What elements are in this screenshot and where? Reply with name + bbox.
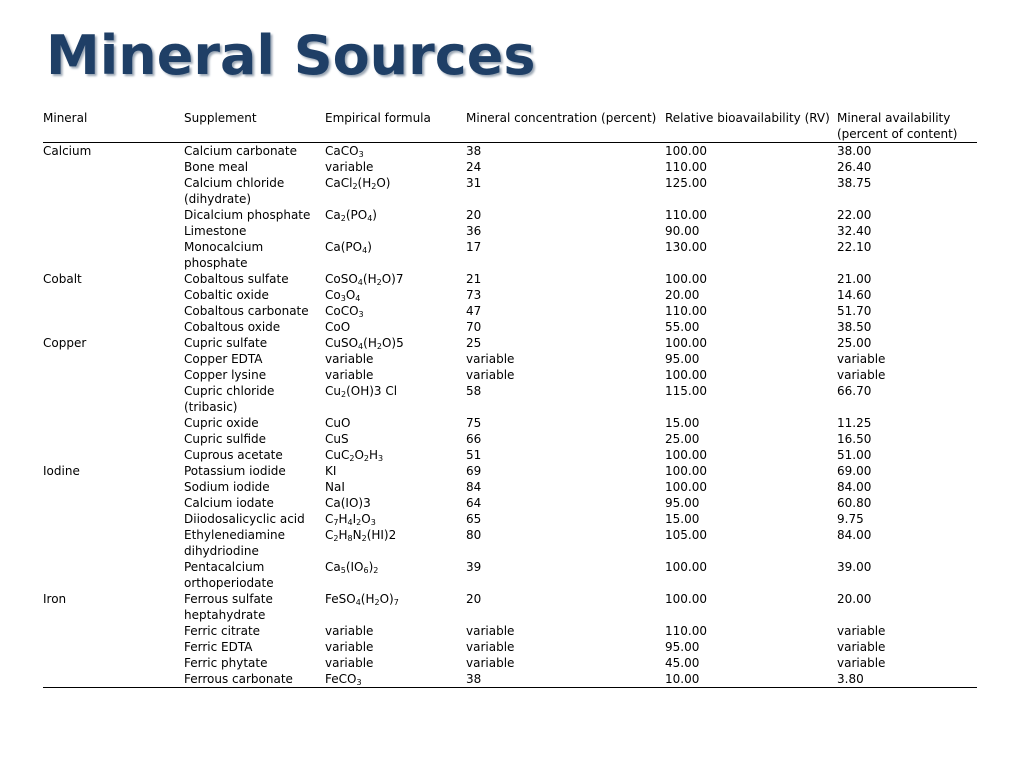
cell-mineral [43, 479, 184, 495]
cell-mineral-concentration: variable [466, 656, 515, 670]
cell-empirical-formula: $CaCl_2(H_2O)$ [325, 176, 391, 191]
cell-supplement: Cupric sulfate [184, 336, 268, 350]
cell-mineral [43, 207, 184, 223]
table-row [43, 671, 977, 688]
cell-mineral-availability: variable [837, 656, 886, 670]
mineral-sources-table-container [43, 110, 977, 688]
cell-empirical-formula: CuO [325, 416, 351, 430]
table-row [43, 271, 977, 287]
table-row [43, 447, 977, 463]
table-row [43, 239, 977, 271]
cell-empirical-formula: $CoSO_4(H_2O)7$ [325, 272, 404, 287]
cell-relative-bioavailability: 95.00 [665, 352, 700, 366]
cell-mineral-concentration: variable [466, 368, 515, 382]
cell-mineral: Iodine [43, 464, 80, 478]
cell-empirical-formula: $Ca_2(PO_4)$ [325, 208, 377, 223]
cell-mineral-availability: 22.10 [837, 240, 872, 254]
cell-mineral-concentration: 73 [466, 288, 482, 302]
cell-empirical-formula: $Ca(PO_4)$ [325, 240, 372, 255]
cell-supplement: Cuprous acetate [184, 448, 283, 462]
cell-supplement: Monocalcium phosphate [184, 240, 264, 270]
cell-mineral-availability: 38.75 [837, 176, 872, 190]
cell-mineral-concentration: 17 [466, 240, 482, 254]
cell-mineral [43, 175, 184, 207]
cell-relative-bioavailability: 10.00 [665, 672, 700, 686]
table-row [43, 495, 977, 511]
cell-mineral-availability: 20.00 [837, 592, 872, 606]
cell-mineral [43, 623, 184, 639]
cell-mineral-availability: 84.00 [837, 528, 872, 542]
cell-mineral [43, 319, 184, 335]
cell-empirical-formula: $Ca_5(IO_6)_2$ [325, 560, 379, 575]
cell-relative-bioavailability: 110.00 [665, 304, 707, 318]
cell-mineral [43, 367, 184, 383]
cell-relative-bioavailability: 100.00 [665, 592, 707, 606]
cell-empirical-formula: KI [325, 464, 337, 478]
cell-mineral [43, 431, 184, 447]
cell-relative-bioavailability: 100.00 [665, 480, 707, 494]
cell-empirical-formula: variable [325, 368, 374, 382]
cell-mineral [43, 351, 184, 367]
cell-empirical-formula: CuS [325, 432, 349, 446]
cell-mineral-concentration: 66 [466, 432, 482, 446]
cell-mineral-availability: 26.40 [837, 160, 872, 174]
cell-mineral-concentration: 47 [466, 304, 482, 318]
cell-mineral-concentration: 69 [466, 464, 482, 478]
cell-supplement: Calcium carbonate [184, 144, 297, 158]
cell-mineral-concentration: 36 [466, 224, 482, 238]
cell-relative-bioavailability: 130.00 [665, 240, 707, 254]
cell-empirical-formula: FeCO$_3$ [325, 672, 362, 687]
cell-mineral-availability: 69.00 [837, 464, 872, 478]
table-row [43, 287, 977, 303]
cell-mineral [43, 239, 184, 271]
cell-supplement: Copper lysine [184, 368, 267, 382]
cell-empirical-formula: $C_7H_4I_2O_3$ [325, 512, 376, 527]
cell-mineral-concentration: 31 [466, 176, 482, 190]
cell-mineral [43, 511, 184, 527]
cell-relative-bioavailability: 100.00 [665, 272, 707, 286]
table-body [43, 143, 977, 688]
table-row [43, 207, 977, 223]
cell-supplement: Cupric chloride (tribasic) [184, 384, 275, 414]
cell-mineral-concentration: 64 [466, 496, 482, 510]
cell-mineral-availability: 84.00 [837, 480, 872, 494]
cell-mineral-availability: 38.00 [837, 144, 872, 158]
cell-relative-bioavailability: 55.00 [665, 320, 700, 334]
cell-relative-bioavailability: 90.00 [665, 224, 700, 238]
table-header-row [43, 110, 977, 143]
cell-empirical-formula: $C_2H_8N_2(HI)2$ [325, 528, 397, 543]
cell-supplement: Calcium iodate [184, 496, 274, 510]
cell-mineral-availability: variable [837, 640, 886, 654]
cell-supplement: Ferric EDTA [184, 640, 253, 654]
cell-relative-bioavailability: 100.00 [665, 560, 707, 574]
cell-relative-bioavailability: 105.00 [665, 528, 707, 542]
cell-mineral-concentration: 70 [466, 320, 482, 334]
cell-empirical-formula: $Co_3O_4$ [325, 288, 361, 303]
cell-supplement: Calcium chloride (dihydrate) [184, 176, 285, 206]
cell-supplement: Pentacalcium orthoperiodate [184, 560, 274, 590]
cell-mineral-concentration: 84 [466, 480, 482, 494]
cell-supplement: Potassium iodide [184, 464, 286, 478]
cell-mineral-availability: 32.40 [837, 224, 872, 238]
cell-supplement: Cupric sulfide [184, 432, 267, 446]
cell-mineral-concentration: 21 [466, 272, 482, 286]
cell-relative-bioavailability: 100.00 [665, 368, 707, 382]
cell-relative-bioavailability: 95.00 [665, 496, 700, 510]
cell-relative-bioavailability: 125.00 [665, 176, 707, 190]
cell-supplement: Cobaltous sulfate [184, 272, 289, 286]
cell-empirical-formula: $Cu_2(OH)3$ Cl [325, 384, 398, 399]
cell-mineral [43, 639, 184, 655]
cell-mineral: Copper [43, 336, 87, 350]
cell-empirical-formula [325, 223, 466, 239]
cell-empirical-formula: variable [325, 624, 374, 638]
header-mineral-concentration: Mineral concentration (percent) [466, 111, 657, 125]
cell-mineral-concentration: variable [466, 640, 515, 654]
cell-empirical-formula: variable [325, 640, 374, 654]
cell-supplement: Bone meal [184, 160, 249, 174]
cell-relative-bioavailability: 20.00 [665, 288, 700, 302]
table-row [43, 511, 977, 527]
cell-empirical-formula: CoCO$_3$ [325, 304, 364, 319]
cell-mineral-availability: 39.00 [837, 560, 872, 574]
cell-relative-bioavailability: 100.00 [665, 336, 707, 350]
cell-empirical-formula: variable [325, 352, 374, 366]
cell-mineral [43, 671, 184, 688]
cell-relative-bioavailability: 45.00 [665, 656, 700, 670]
cell-mineral-concentration: variable [466, 624, 515, 638]
cell-relative-bioavailability: 100.00 [665, 464, 707, 478]
cell-mineral-availability: 66.70 [837, 384, 872, 398]
cell-relative-bioavailability: 100.00 [665, 448, 707, 462]
table-row [43, 415, 977, 431]
cell-supplement: Cobaltic oxide [184, 288, 269, 302]
cell-mineral [43, 655, 184, 671]
cell-mineral-availability: 51.70 [837, 304, 872, 318]
cell-relative-bioavailability: 110.00 [665, 624, 707, 638]
cell-mineral [43, 383, 184, 415]
cell-mineral [43, 527, 184, 559]
cell-supplement: Copper EDTA [184, 352, 263, 366]
cell-mineral-availability: 21.00 [837, 272, 872, 286]
cell-supplement: Ferric citrate [184, 624, 261, 638]
cell-mineral-availability: variable [837, 352, 886, 366]
cell-relative-bioavailability: 95.00 [665, 640, 700, 654]
cell-mineral-concentration: 25 [466, 336, 482, 350]
cell-mineral: Calcium [43, 144, 92, 158]
cell-mineral: Cobalt [43, 272, 82, 286]
cell-mineral-concentration: 51 [466, 448, 482, 462]
cell-supplement: Ferrous sulfate heptahydrate [184, 592, 273, 622]
cell-mineral [43, 495, 184, 511]
cell-mineral [43, 223, 184, 239]
table-row [43, 383, 977, 415]
table-row [43, 639, 977, 655]
cell-mineral-concentration: 39 [466, 560, 482, 574]
cell-mineral-concentration: 24 [466, 160, 482, 174]
header-relative-bioavailability: Relative bioavailability (RV) [665, 111, 830, 125]
cell-mineral-availability: 22.00 [837, 208, 872, 222]
cell-mineral [43, 415, 184, 431]
cell-empirical-formula: $CuC_2O_2H_3$ [325, 448, 384, 463]
cell-supplement: Cupric oxide [184, 416, 259, 430]
cell-mineral-concentration: variable [466, 352, 515, 366]
cell-mineral-availability: 25.00 [837, 336, 872, 350]
cell-supplement: Diiodosalicyclic acid [184, 512, 305, 526]
header-mineral-availability: Mineral availability (percent of content) [837, 111, 958, 141]
cell-mineral-concentration: 38 [466, 672, 482, 686]
cell-empirical-formula: $CuSO_4(H_2O)5$ [325, 336, 404, 351]
cell-mineral-availability: 14.60 [837, 288, 872, 302]
table-row [43, 143, 977, 160]
cell-mineral [43, 447, 184, 463]
cell-mineral-availability: 51.00 [837, 448, 872, 462]
cell-supplement: Limestone [184, 224, 247, 238]
slide-title: Mineral Sources [46, 24, 536, 87]
cell-mineral-availability: 11.25 [837, 416, 872, 430]
table-row [43, 303, 977, 319]
cell-mineral-concentration: 38 [466, 144, 482, 158]
cell-supplement: Ferrous carbonate [184, 672, 293, 686]
cell-relative-bioavailability: 100.00 [665, 144, 707, 158]
cell-mineral-availability: variable [837, 624, 886, 638]
table-row [43, 527, 977, 559]
table-row [43, 623, 977, 639]
table-row [43, 175, 977, 207]
table-row [43, 319, 977, 335]
cell-mineral [43, 159, 184, 175]
cell-relative-bioavailability: 115.00 [665, 384, 707, 398]
table-row [43, 479, 977, 495]
cell-mineral-concentration: 80 [466, 528, 482, 542]
table-row [43, 559, 977, 591]
table-row [43, 655, 977, 671]
cell-empirical-formula: variable [325, 160, 374, 174]
cell-relative-bioavailability: 110.00 [665, 208, 707, 222]
cell-mineral-concentration: 65 [466, 512, 482, 526]
cell-mineral-concentration: 58 [466, 384, 482, 398]
cell-mineral-availability: variable [837, 368, 886, 382]
cell-supplement: Ferric phytate [184, 656, 268, 670]
cell-mineral-availability: 38.50 [837, 320, 872, 334]
cell-mineral-concentration: 20 [466, 208, 482, 222]
header-mineral: Mineral [43, 111, 88, 125]
table-row [43, 335, 977, 351]
mineral-sources-table [43, 110, 977, 688]
cell-mineral [43, 303, 184, 319]
table-row [43, 159, 977, 175]
cell-relative-bioavailability: 110.00 [665, 160, 707, 174]
cell-empirical-formula: NaI [325, 480, 345, 494]
cell-mineral-concentration: 20 [466, 592, 482, 606]
cell-mineral-availability: 16.50 [837, 432, 872, 446]
cell-supplement: Sodium iodide [184, 480, 270, 494]
cell-empirical-formula: CaCO$_3$ [325, 144, 364, 159]
header-empirical-formula: Empirical formula [325, 111, 431, 125]
cell-empirical-formula: $FeSO_4(H_2O)_7$ [325, 592, 399, 607]
cell-mineral-concentration: 75 [466, 416, 482, 430]
cell-relative-bioavailability: 15.00 [665, 416, 700, 430]
cell-relative-bioavailability: 15.00 [665, 512, 700, 526]
cell-mineral: Iron [43, 592, 67, 606]
header-supplement: Supplement [184, 111, 257, 125]
table-row [43, 463, 977, 479]
cell-supplement: Dicalcium phosphate [184, 208, 311, 222]
cell-mineral-availability: 3.80 [837, 672, 864, 686]
cell-mineral [43, 287, 184, 303]
cell-mineral-availability: 60.80 [837, 496, 872, 510]
table-row [43, 591, 977, 623]
table-row [43, 223, 977, 239]
cell-mineral-availability: 9.75 [837, 512, 864, 526]
cell-supplement: Ethylenediamine dihydriodine [184, 528, 286, 558]
cell-supplement: Cobaltous carbonate [184, 304, 309, 318]
cell-empirical-formula: CoO [325, 320, 351, 334]
cell-supplement: Cobaltous oxide [184, 320, 281, 334]
table-row [43, 351, 977, 367]
table-row [43, 367, 977, 383]
cell-mineral [43, 559, 184, 591]
cell-relative-bioavailability: 25.00 [665, 432, 700, 446]
cell-empirical-formula: Ca(IO)3 [325, 496, 371, 510]
cell-empirical-formula: variable [325, 656, 374, 670]
table-row [43, 431, 977, 447]
